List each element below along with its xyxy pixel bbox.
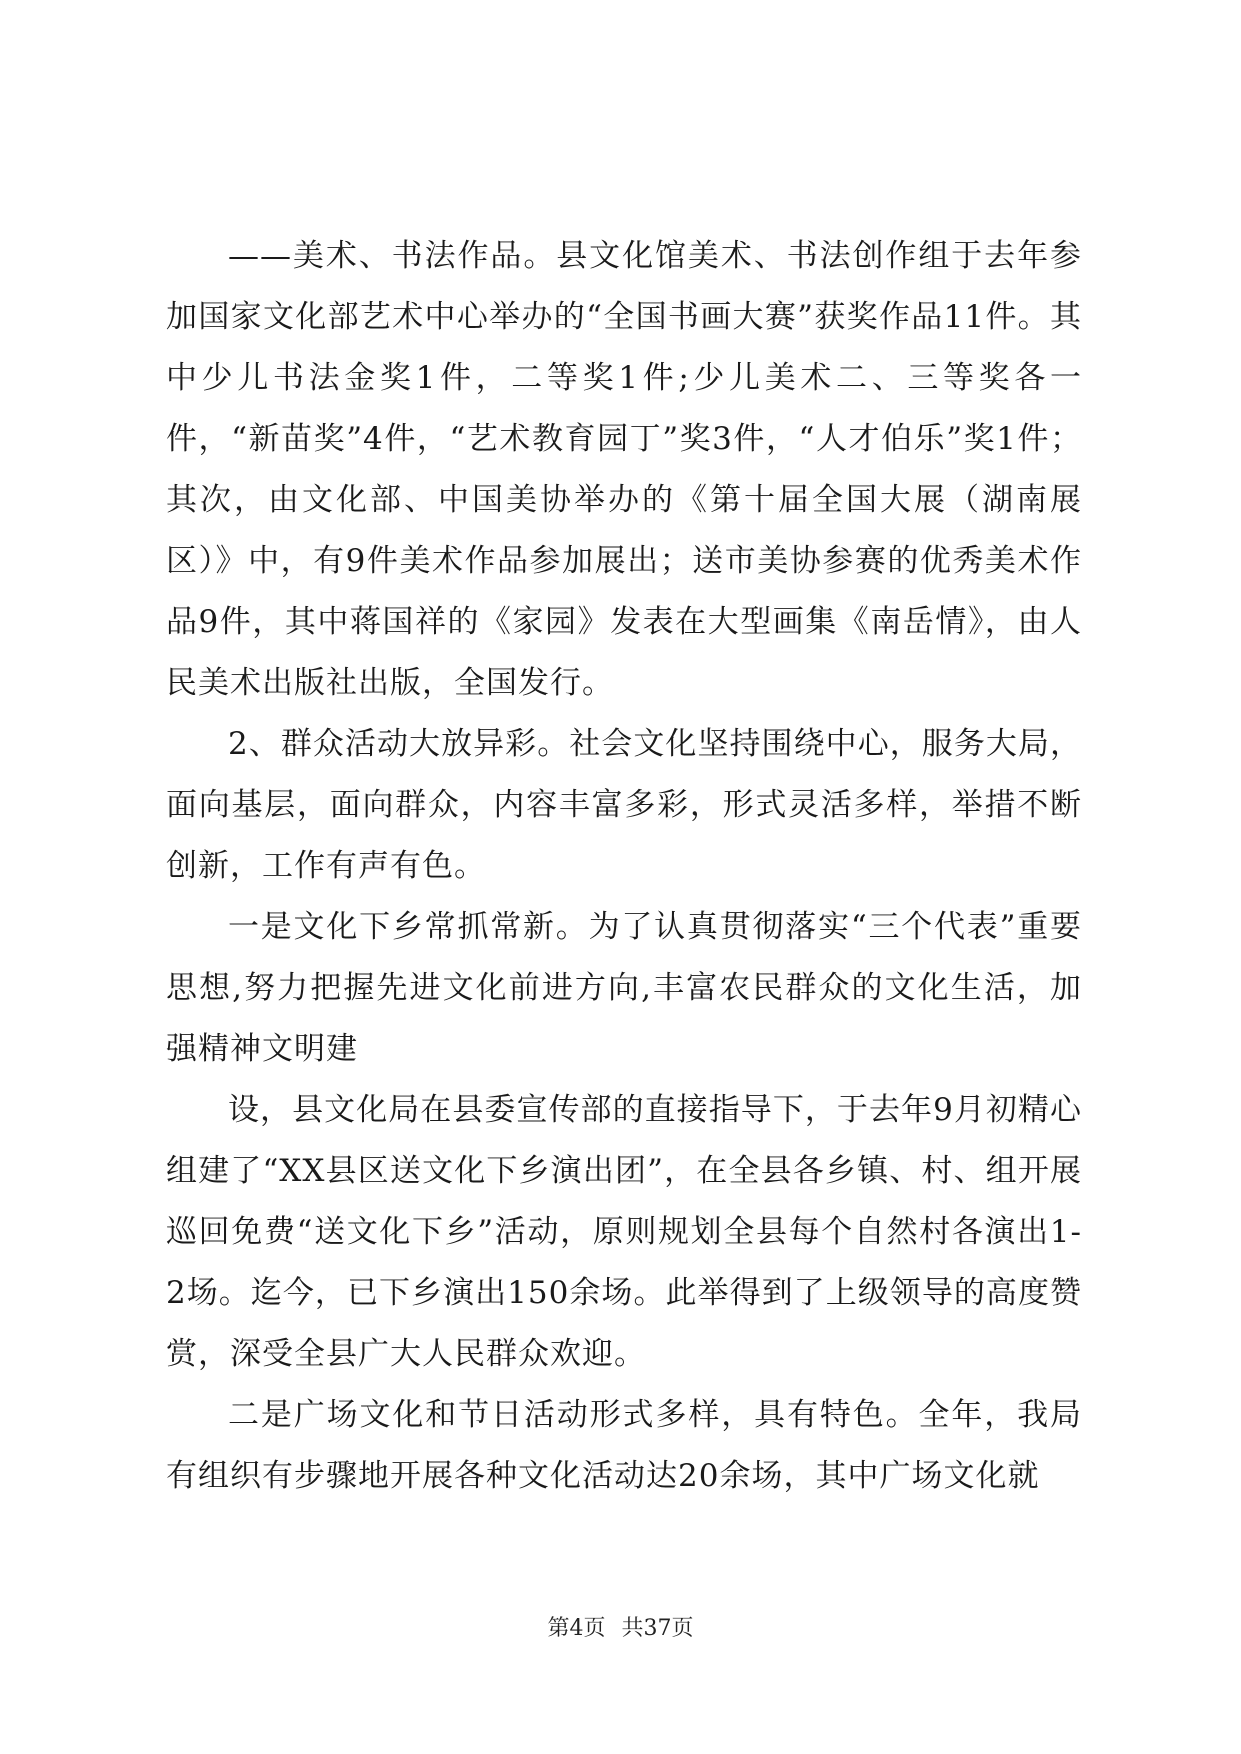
document-body: [166, 226, 1082, 1507]
paragraph-mass-activities: 2、群众活动大放异彩。社会文化坚持围绕中心，服务大局，面向基层，面向群众，内容丰富多彩，形式灵活多样，举措不断创新，工作有声有色。: [166, 726, 1082, 884]
paragraph-art-calligraphy: ——美术、书法作品。县文化馆美术、书法创作组于去年参加国家文化部艺术中心举办的“全国书画大赛”获奖作品11件。其中少儿书法金奖1件，二等奖1件;少儿美术二、三等奖各一件，“新苗奖”4件，“艺术教育园丁”奖3件，“人才伯乐”奖1件；其次，由文化部、中国美协举办的《第十届全国大展（湖南展区）》中，有9件美术作品参加展出；送市美协参赛的优秀美术作品9件，其中蒋国祥的《家园》发表在大型画集《南岳情》，由人民美术出版社出版，全国发行。: [166, 238, 1082, 701]
paragraph-square-culture: 二是广场文化和节日活动形式多样，具有特色。全年，我局有组织有步骤地开展各种文化活动达20余场，其中广场文化就: [166, 1397, 1082, 1494]
paragraph-performance-troupe: 设，县文化局在县委宣传部的直接指导下，于去年9月初精心组建了“XX县区送文化下乡演出团”，在全县各乡镇、村、组开展巡回免费“送文化下乡”活动，原则规划全县每个自然村各演出1-2场。迄今，已下乡演出150余场。此举得到了上级领导的高度赞赏，深受全县广大人民群众欢迎。: [166, 1092, 1082, 1372]
page-total: 共37页: [621, 1616, 694, 1641]
page-footer: [0, 1615, 1241, 1643]
paragraph-culture-to-countryside: 一是文化下乡常抓常新。为了认真贯彻落实“三个代表”重要思想,努力把握先进文化前进方向,丰富农民群众的文化生活，加强精神文明建: [166, 909, 1082, 1067]
page-number: 第4页: [547, 1616, 606, 1641]
